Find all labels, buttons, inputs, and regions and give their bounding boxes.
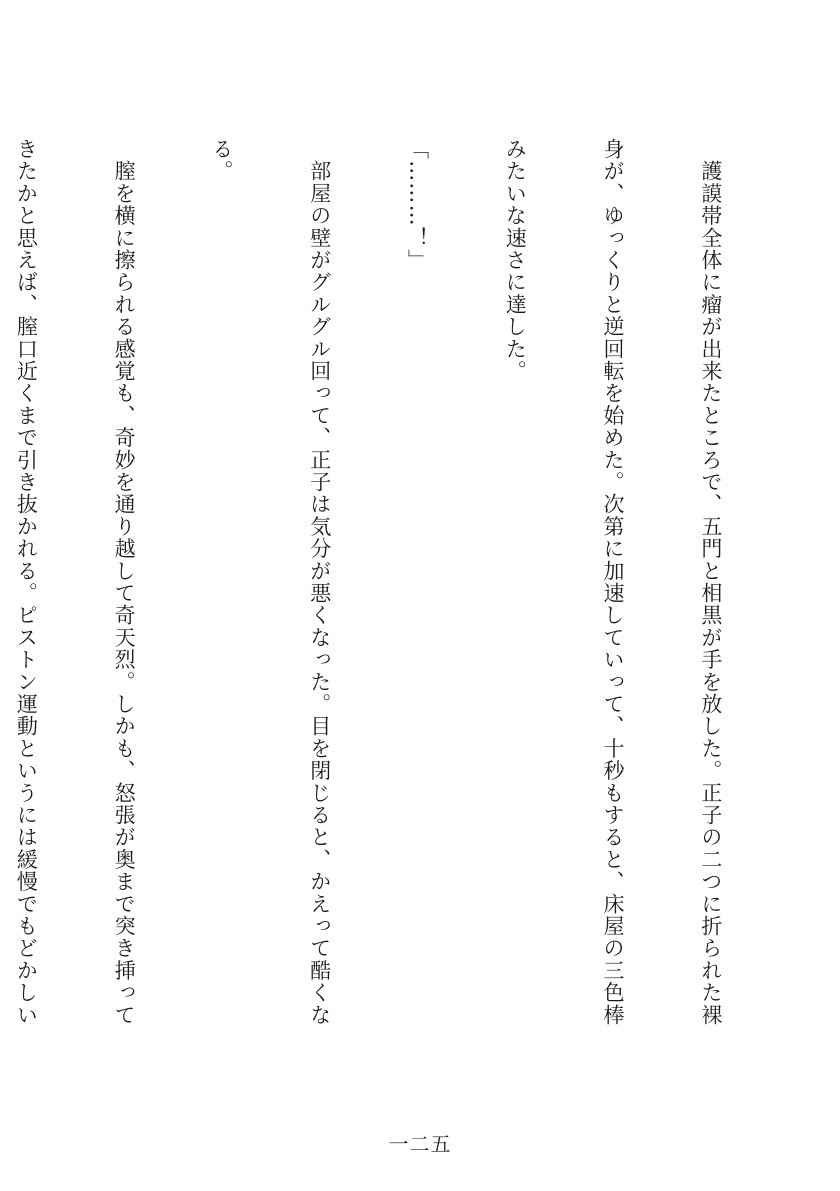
text-line: 護謨帯全体に瘤が出来たところで、五門と相黒が手を放した。正子の二つに折られた裸 <box>698 138 723 1026</box>
text-line: 膣を横に擦られる感覚も、奇妙を通り越して奇天烈。しかも、怒張が奥まで突き挿って <box>112 138 137 1026</box>
vertical-text-body <box>0 138 792 1026</box>
text-line: 身が、ゆっくりと逆回転を始めた。次第に加速していって、十秒もすると、床屋の三色棒 <box>601 138 626 1026</box>
text-line: きたかと思えば、膣口近くまで引き抜かれる。ピストン運動というには緩慢でもどかしい <box>14 138 39 1026</box>
page-number: 一二五 <box>388 1132 452 1156</box>
text-line: みたいな速さに達した。 <box>503 138 528 383</box>
text-line: る。 <box>209 138 234 183</box>
text-line: 「………！」 <box>405 138 430 272</box>
text-line: 部屋の壁がグルグル回って、正子は気分が悪くなった。目を閉じると、かえって酷くな <box>307 138 332 1026</box>
